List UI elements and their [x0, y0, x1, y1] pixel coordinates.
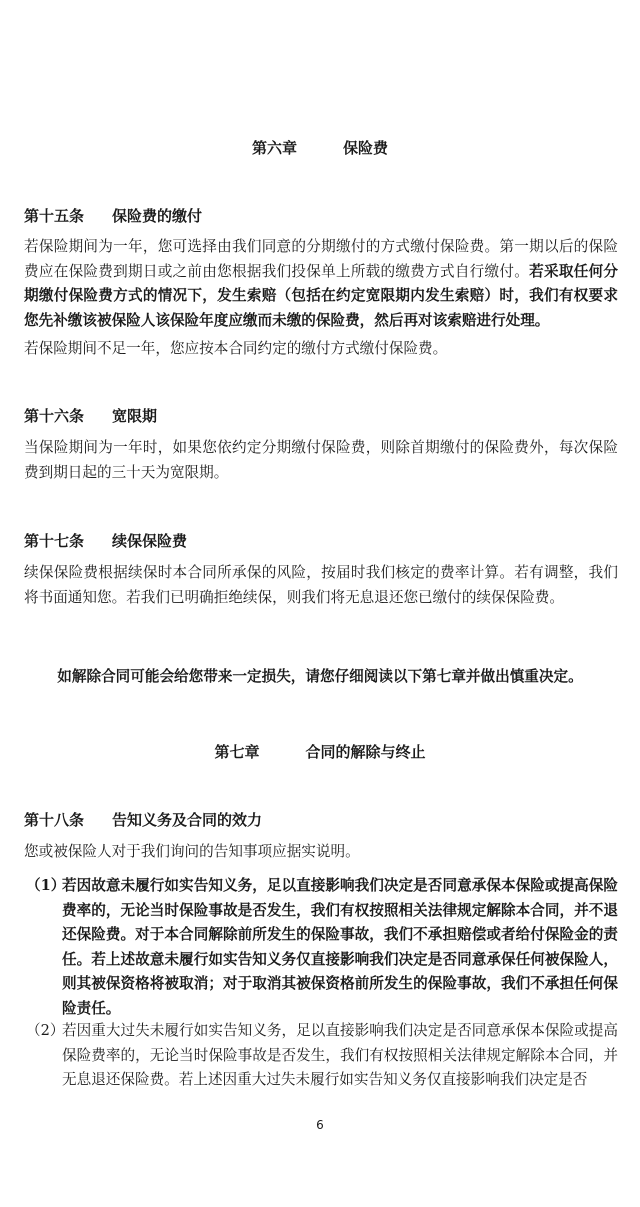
- article-16-title: 宽限期: [112, 407, 158, 425]
- item-1-marker: （1）: [26, 877, 66, 894]
- item-2-marker: （2）: [26, 1022, 65, 1039]
- article-16-number: 第十六条: [24, 407, 85, 425]
- article-15-title: 保险费的缴付: [112, 207, 203, 225]
- termination-notice: 如解除合同可能会给您带来一定损失，请您仔细阅读以下第七章并做出慎重决定。: [57, 668, 583, 685]
- article-17-heading: [24, 530, 187, 551]
- chapter-6-heading: [0, 137, 640, 158]
- page-number: 6: [316, 1118, 324, 1132]
- chapter-6-title: 保险费: [343, 139, 389, 157]
- article-17-number: 第十七条: [24, 532, 85, 550]
- article-15-heading: [24, 205, 202, 226]
- article-15-paragraph-1: [24, 235, 618, 333]
- article-18-paragraph-1: 您或被保险人对于我们询问的告知事项应据实说明。: [24, 843, 360, 860]
- article-17-title: 续保保险费: [112, 532, 188, 550]
- article-15-p1-bold: 若采取任何分期缴付保险费方式的情况下，发生索赔（包括在约定宽限期内发生索赔）时，我们有权要求您先补缴该被保险人该保险年度应缴而未缴的保险费，然后再对该索赔进行处理。: [24, 262, 618, 329]
- article-18-item-2: [26, 1019, 618, 1093]
- chapter-6-number: 第六章: [251, 139, 297, 157]
- article-18-item-1: [26, 874, 618, 1021]
- item-1-text: 若因故意未履行如实告知义务，足以直接影响我们决定是否同意承保本保险或提高保险费率的，无论当时保险事故是否发生，我们有权按照相关法律规定解除本合同，并不退还保险费。对于本合同解除前所发生的保险事故，我们不承担赔偿或者给付保险金的责任。若上述故意未履行如实告知义务仅直接影响我们决定是否同意承保任何被保险人，则其被保资格将被取消；对于取消其被保资格前所发生的保险事故，我们不承担任何保险责任。: [62, 877, 618, 1017]
- chapter-7-heading: [0, 741, 640, 762]
- item-2-text: 若因重大过失未履行如实告知义务，足以直接影响我们决定是否同意承保本保险或提高保险费率的，无论当时保险事故是否发生，我们有权按照相关法律规定解除本合同，并无息退还保险费。若上述因重大过失未履行如实告知义务仅直接影响我们决定是否: [62, 1022, 618, 1088]
- article-16-paragraph-1: 当保险期间为一年时，如果您依约定分期缴付保险费，则除首期缴付的保险费外，每次保险费到期日起的三十天为宽限期。: [24, 439, 618, 481]
- article-18-title: 告知义务及合同的效力: [112, 811, 263, 829]
- article-15-paragraph-2: 若保险期间不足一年，您应按本合同约定的缴付方式缴付保险费。: [24, 340, 448, 357]
- article-15-number: 第十五条: [24, 207, 85, 225]
- article-18-number: 第十八条: [24, 811, 85, 829]
- article-16-heading: [24, 405, 157, 426]
- chapter-7-number: 第七章: [214, 743, 260, 761]
- article-15-p1-normal: 若保险期间为一年，您可选择由我们同意的分期缴付的方式缴付保险费。第一期以后的保险费应在保险费到期日或之前由您根据我们投保单上所载的缴费方式自行缴付。: [24, 238, 618, 280]
- article-18-heading: [24, 809, 262, 830]
- chapter-7-title: 合同的解除与终止: [305, 743, 426, 761]
- article-17-paragraph-1: 续保保险费根据续保时本合同所承保的风险，按届时我们核定的费率计算。若有调整，我们将书面通知您。若我们已明确拒绝续保，则我们将无息退还您已缴付的续保保险费。: [24, 564, 618, 606]
